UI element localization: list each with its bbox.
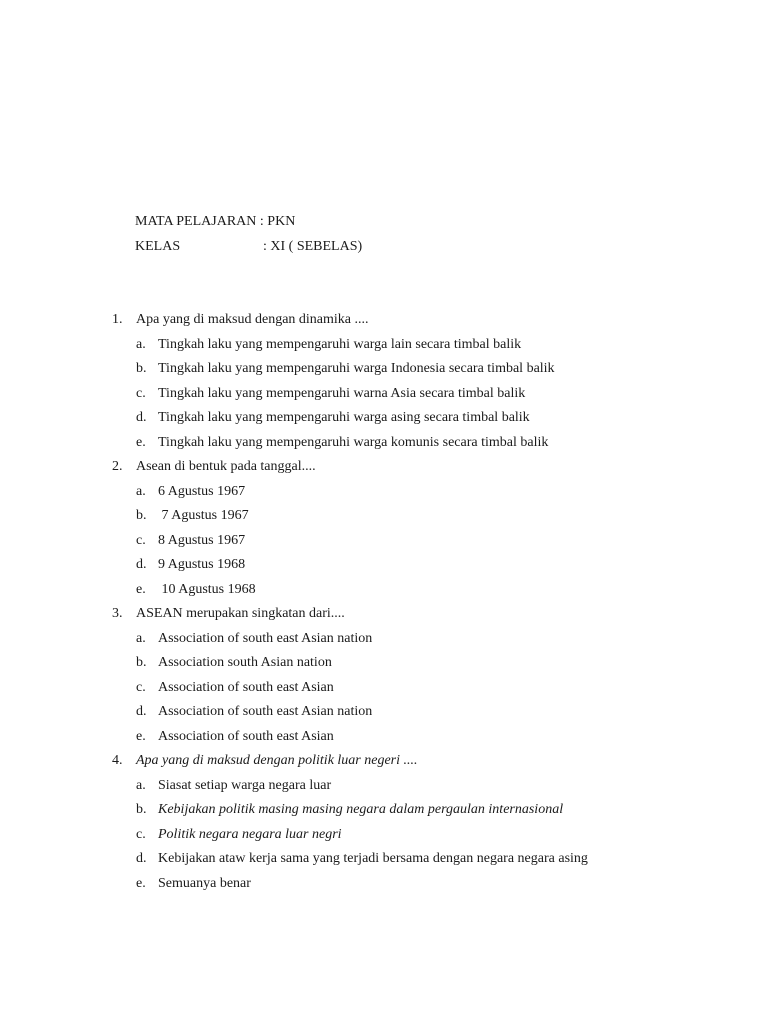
question-list (112, 310, 752, 898)
exam-header (135, 212, 362, 262)
option-4e (112, 874, 752, 899)
option-text: Tingkah laku yang mempengaruhi warna Asia secara timbal balik (158, 385, 526, 401)
question-1 (112, 310, 752, 335)
option-3c (112, 678, 752, 703)
option-3b (112, 653, 752, 678)
option-letter: e. (136, 728, 146, 744)
option-1a (112, 335, 752, 360)
option-4c (112, 825, 752, 850)
class-label: KELAS (135, 239, 181, 254)
option-text: 6 Agustus 1967 (158, 483, 246, 499)
question-number: 4. (112, 753, 123, 768)
option-3e (112, 727, 752, 752)
option-1d (112, 408, 752, 433)
question-text: Apa yang di maksud dengan dinamika .... (136, 312, 369, 327)
option-text: Tingkah laku yang mempengaruhi warga lain secara timbal balik (158, 336, 522, 352)
option-text: 9 Agustus 1968 (158, 557, 246, 572)
option-letter: a. (136, 483, 146, 499)
question-number: 1. (112, 312, 123, 327)
option-2b (112, 506, 752, 531)
option-text: 8 Agustus 1967 (158, 532, 246, 548)
option-4b (112, 800, 752, 825)
option-letter: c. (136, 532, 146, 548)
question-4 (112, 751, 752, 776)
option-4a (112, 776, 752, 801)
subject-value: PKN (267, 214, 296, 229)
question-text: Apa yang di maksud dengan politik luar negeri .... (136, 753, 418, 768)
question-text: ASEAN merupakan singkatan dari.... (136, 606, 345, 621)
option-text: Tingkah laku yang mempengaruhi warga asing secara timbal balik (158, 410, 530, 425)
option-text: 10 Agustus 1968 (158, 581, 256, 597)
option-3d (112, 702, 752, 727)
option-letter: e. (136, 875, 146, 891)
option-2d (112, 555, 752, 580)
option-1c (112, 384, 752, 409)
option-text: Siasat setiap warga negara luar (158, 777, 332, 793)
option-text: Politik negara negara luar negri (158, 826, 342, 842)
option-2c (112, 531, 752, 556)
option-letter: d. (136, 704, 147, 719)
class-row (135, 237, 362, 262)
option-text: Association of south east Asian (158, 679, 334, 695)
option-letter: b. (136, 655, 147, 670)
class-value: XI ( SEBELAS) (270, 239, 363, 254)
option-letter: c. (136, 826, 146, 842)
option-letter: e. (136, 581, 146, 597)
subject-separator: : (256, 214, 268, 229)
option-text: 7 Agustus 1967 (158, 508, 249, 523)
option-text: Tingkah laku yang mempengaruhi warga komunis secara timbal balik (158, 434, 549, 450)
option-letter: a. (136, 630, 146, 646)
option-1b (112, 359, 752, 384)
option-text: Semuanya benar (158, 875, 251, 891)
option-4d (112, 849, 752, 874)
option-text: Association of south east Asian (158, 728, 334, 744)
option-text: Kebijakan ataw kerja sama yang terjadi bersama dengan negara negara asing (158, 851, 588, 866)
option-2a (112, 482, 752, 507)
question-number: 2. (112, 459, 123, 474)
option-1e (112, 433, 752, 458)
subject-row (135, 212, 362, 237)
option-letter: d. (136, 557, 147, 572)
option-letter: b. (136, 508, 147, 523)
option-letter: d. (136, 851, 147, 866)
option-3a (112, 629, 752, 654)
option-letter: a. (136, 777, 146, 793)
class-separator: : (263, 239, 271, 254)
option-text: Tingkah laku yang mempengaruhi warga Indonesia secara timbal balik (158, 361, 555, 376)
option-letter: b. (136, 361, 147, 376)
option-letter: d. (136, 410, 147, 425)
question-2 (112, 457, 752, 482)
option-letter: e. (136, 434, 146, 450)
option-letter: a. (136, 336, 146, 352)
option-letter: c. (136, 679, 146, 695)
question-text: Asean di bentuk pada tanggal.... (136, 459, 316, 474)
subject-label: MATA PELAJARAN (135, 214, 257, 229)
option-letter: c. (136, 385, 146, 401)
option-text: Kebijakan politik masing masing negara dalam pergaulan internasional (158, 802, 564, 817)
option-text: Association of south east Asian nation (158, 630, 373, 646)
option-text: Association south Asian nation (158, 655, 332, 670)
option-text: Association of south east Asian nation (158, 704, 373, 719)
question-number: 3. (112, 606, 123, 621)
option-letter: b. (136, 802, 147, 817)
question-3 (112, 604, 752, 629)
option-2e (112, 580, 752, 605)
